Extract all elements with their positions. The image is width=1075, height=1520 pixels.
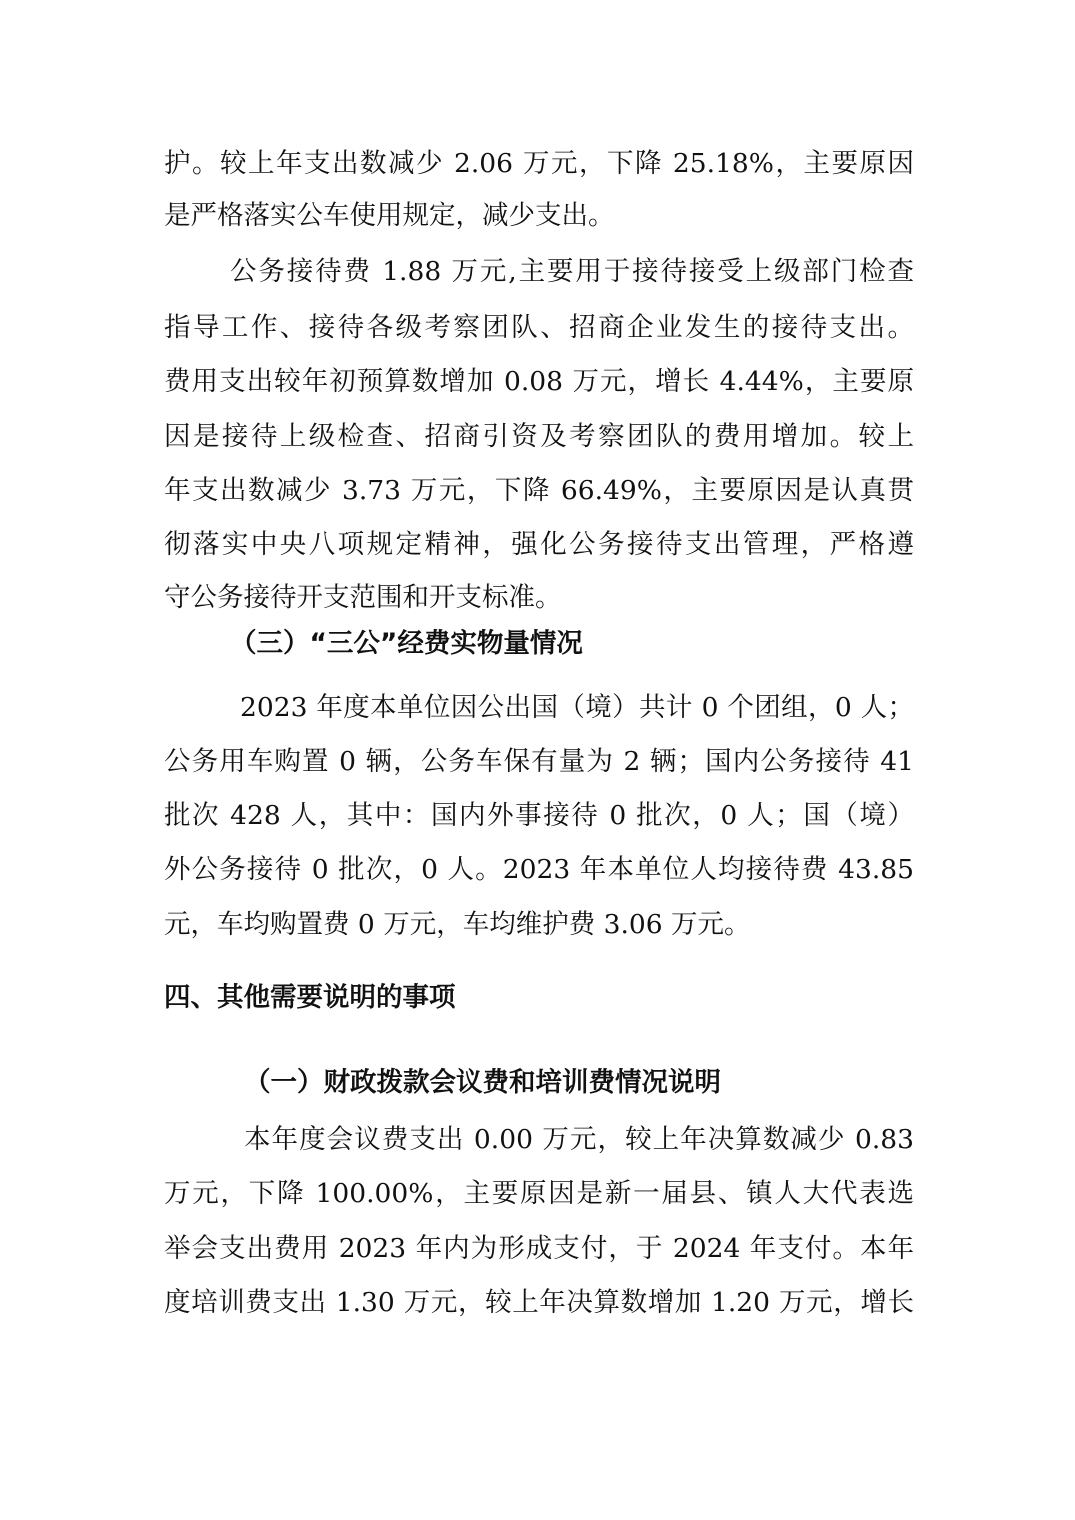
text-line: 是严格落实公车使用规定，减少支出。 <box>164 200 615 231</box>
text-line: 外公务接待 0 批次，0 人。2023 年本单位人均接待费 43.85 <box>164 854 914 885</box>
text-line: 批次 428 人，其中：国内外事接待 0 批次，0 人；国（境） <box>164 800 914 831</box>
text-line: 守公务接待开支范围和开支标准。 <box>164 582 562 613</box>
text-line: 护。较上年支出数减少 2.06 万元，下降 25.18%，主要原因 <box>164 148 914 179</box>
text-line: 2023 年度本单位因公出国（境）共计 0 个团组，0 人； <box>240 692 914 723</box>
text-line: 年支出数减少 3.73 万元，下降 66.49%，主要原因是认真贯 <box>164 475 914 506</box>
text-line: 举会支出费用 2023 年内为形成支付，于 2024 年支付。本年 <box>164 1233 914 1264</box>
text-line: 因是接待上级检查、招商引资及考察团队的费用增加。较上 <box>164 421 914 452</box>
text-line: 公务接待费 1.88 万元,主要用于接待接受上级部门检查 <box>230 256 914 287</box>
text-line: 度培训费支出 1.30 万元，较上年决算数增加 1.20 万元，增长 <box>164 1287 914 1318</box>
text-line: 指导工作、接待各级考察团队、招商企业发生的接待支出。 <box>164 312 914 343</box>
section-heading: 四、其他需要说明的事项 <box>164 982 456 1013</box>
text-line: 本年度会议费支出 0.00 万元，较上年决算数减少 0.83 <box>244 1124 914 1155</box>
subsection-heading: （一）财政拨款会议费和培训费情况说明 <box>244 1067 721 1098</box>
text-line: 公务用车购置 0 辆，公务车保有量为 2 辆；国内公务接待 41 <box>164 746 914 777</box>
subsection-heading: （三）“三公”经费实物量情况 <box>230 628 583 659</box>
text-line: 彻落实中央八项规定精神，强化公务接待支出管理，严格遵 <box>164 529 914 560</box>
text-line: 费用支出较年初预算数增加 0.08 万元，增长 4.44%，主要原 <box>164 366 914 397</box>
text-line: 万元，下降 100.00%，主要原因是新一届县、镇人大代表选 <box>164 1178 914 1209</box>
text-line: 元，车均购置费 0 万元，车均维护费 3.06 万元。 <box>164 909 751 940</box>
